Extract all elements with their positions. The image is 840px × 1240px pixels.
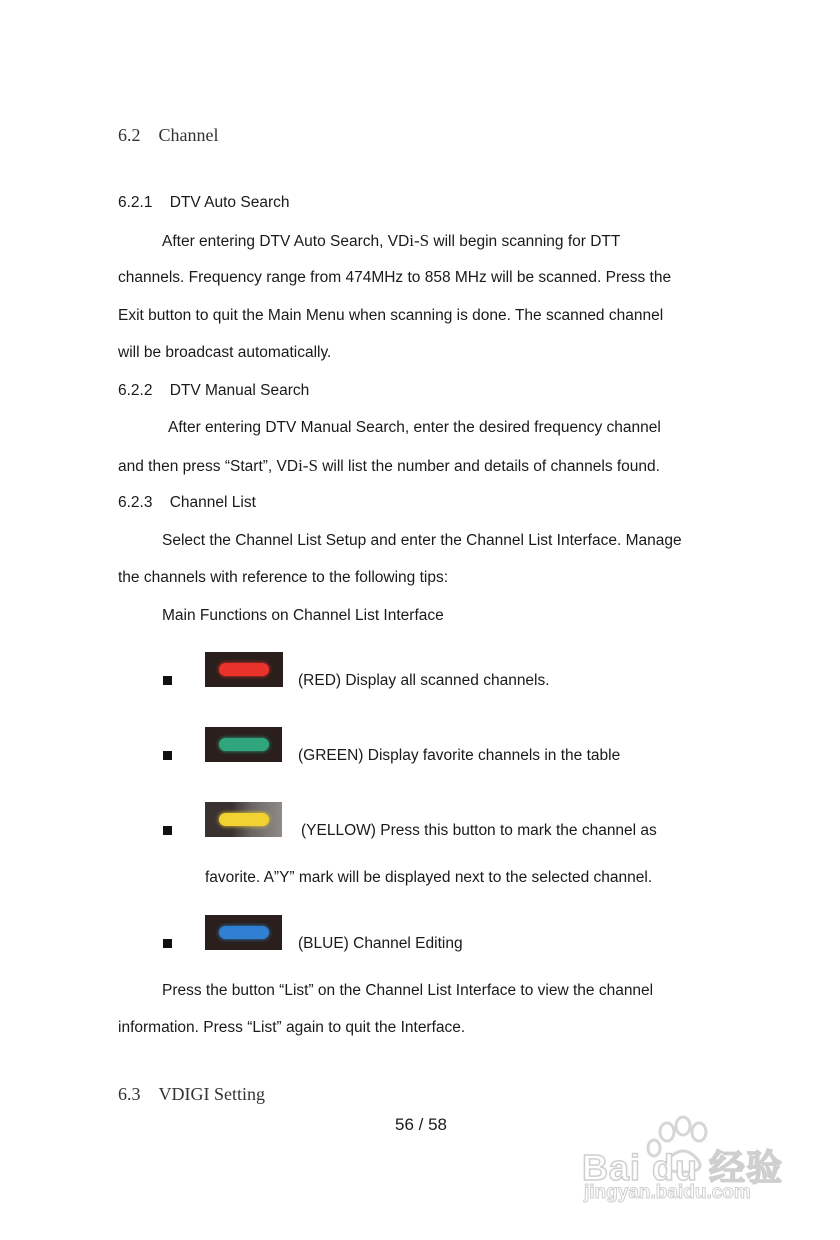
baidu-watermark <box>582 1112 792 1212</box>
paragraph-line: After entering DTV Auto Search, VDi-S will begin scanning for DTT <box>162 231 621 250</box>
bullet-square-icon <box>163 939 172 948</box>
section-heading-6-2 <box>118 125 219 146</box>
brand-suffix: i-S <box>409 231 430 250</box>
paragraph-line: Exit button to quit the Main Menu when scanning is done. The scanned channel <box>118 307 664 324</box>
bullet-square-icon <box>163 826 172 835</box>
subsection-heading-6-2-2: 6.2.2 DTV Manual Search <box>118 382 310 399</box>
section-heading-6-3 <box>118 1084 265 1105</box>
blue-pill-icon <box>219 926 269 939</box>
paragraph-line: the channels with reference to the following tips: <box>118 569 448 586</box>
subsection-heading-6-2-3: 6.2.3 Channel List <box>118 494 256 511</box>
bullet-square-icon <box>163 676 172 685</box>
watermark-brand: Bai du 经验 <box>582 1147 784 1188</box>
section-title: Channel <box>158 125 219 145</box>
paragraph-line: channels. Frequency range from 474MHz to 858 MHz will be scanned. Press the <box>118 269 672 286</box>
section-number: 6.3 <box>118 1084 141 1104</box>
green-pill-icon <box>219 738 269 751</box>
brand-suffix: i-S <box>298 456 318 475</box>
paragraph-line: information. Press “List” again to quit the Interface. <box>118 1019 466 1036</box>
function-text-yellow: (YELLOW) Press this button to mark the channel as <box>301 822 657 839</box>
paragraph-line: Press the button “List” on the Channel List Interface to view the channel <box>162 982 654 999</box>
green-button-image <box>205 727 282 762</box>
section-number: 6.2 <box>118 125 141 145</box>
bullet-square-icon <box>163 751 172 760</box>
function-text-green: (GREEN) Display favorite channels in the table <box>298 747 621 764</box>
paragraph-line: After entering DTV Manual Search, enter the desired frequency channel <box>168 419 661 436</box>
page-number: 56 / 58 <box>395 1115 447 1134</box>
watermark-url: jingyan.baidu.com <box>584 1182 751 1203</box>
yellow-pill-icon <box>219 813 269 826</box>
paragraph-line: Select the Channel List Setup and enter the Channel List Interface. Manage <box>162 532 682 549</box>
red-button-image <box>205 652 283 687</box>
blue-button-image <box>205 915 282 950</box>
paragraph-line: and then press “Start”, VDi-S will list the number and details of channels found. <box>118 456 660 475</box>
function-text-yellow-cont: favorite. A”Y” mark will be displayed next to the selected channel. <box>205 869 653 886</box>
subsection-heading-6-2-1: 6.2.1 DTV Auto Search <box>118 194 290 211</box>
yellow-button-image <box>205 802 282 837</box>
section-title: VDIGI Setting <box>158 1084 265 1104</box>
function-text-red: (RED) Display all scanned channels. <box>298 672 550 689</box>
function-text-blue: (BLUE) Channel Editing <box>298 935 463 952</box>
red-pill-icon <box>219 663 269 676</box>
paragraph-line: Main Functions on Channel List Interface <box>162 607 444 624</box>
paragraph-line: will be broadcast automatically. <box>118 344 332 361</box>
